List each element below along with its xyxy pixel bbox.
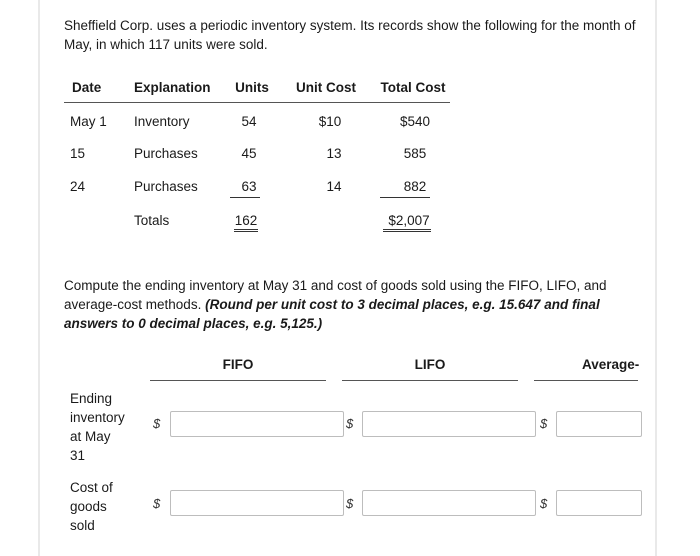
- cogs-average-input[interactable]: [556, 490, 642, 516]
- header-total-cost: Total Cost: [380, 80, 446, 95]
- totals-units: 162: [234, 213, 258, 228]
- totals-units-double-rule-bottom: [234, 231, 258, 232]
- totals-cost-double-rule-bottom: [383, 231, 431, 232]
- ending-fifo-dollar-sign: $: [153, 416, 161, 431]
- ending-average-dollar-sign: $: [540, 416, 548, 431]
- row-3-date: 24: [70, 179, 86, 194]
- lifo-header-rule: [342, 380, 518, 381]
- cogs-label-line1: Cost of: [70, 480, 113, 495]
- row-2-units: 45: [241, 146, 257, 161]
- totals-units-double-rule-top: [234, 229, 258, 230]
- row-3-units: 63: [241, 179, 257, 194]
- row-label-ending-inventory: [70, 389, 125, 465]
- ending-lifo-dollar-sign: $: [346, 416, 354, 431]
- header-rule: [64, 102, 450, 103]
- ending-inventory-fifo-input[interactable]: [170, 411, 344, 437]
- column-header-average: Average-: [582, 357, 640, 372]
- row-1-units: 54: [241, 114, 257, 129]
- row-2-unit-cost: 13: [326, 146, 342, 161]
- instructions: [64, 276, 634, 333]
- cogs-label-line3: sold: [70, 518, 95, 533]
- row-label-cost-of-goods-sold: [70, 478, 113, 535]
- cogs-average-dollar-sign: $: [540, 496, 548, 511]
- instructions-text: Compute the ending inventory at May 31 and cost of goods sold using the FIFO, LIFO, and average-cost methods.: [64, 278, 607, 312]
- problem-statement: Sheffield Corp. uses a periodic inventory system. Its records show the following for the month of May, in which 117 units were sold.: [64, 18, 636, 52]
- ending-label-line4: 31: [70, 448, 86, 463]
- cost-subtotal-rule: [380, 197, 430, 198]
- instructions-rounding-note: (Round per unit cost to 3 decimal places, e.g. 15.647 and final answers to 0 decimal places, e.g. 5,125.): [64, 297, 600, 331]
- fifo-header-rule: [150, 380, 326, 381]
- column-header-lifo: LIFO: [414, 357, 446, 372]
- units-subtotal-rule: [230, 197, 260, 198]
- row-2-explanation: Purchases: [134, 146, 198, 161]
- header-date: Date: [72, 80, 102, 95]
- row-1-unit-cost: $10: [318, 114, 342, 129]
- ending-label-line1: Ending: [70, 391, 113, 406]
- row-2-total-cost: 585: [403, 146, 427, 161]
- header-units: Units: [235, 80, 269, 95]
- totals-label: Totals: [134, 213, 170, 228]
- ending-inventory-average-input[interactable]: [556, 411, 642, 437]
- row-1-explanation: Inventory: [134, 114, 190, 129]
- ending-label-line3: at May: [70, 429, 111, 444]
- row-1-total-cost: $540: [399, 114, 431, 129]
- row-3-unit-cost: 14: [326, 179, 342, 194]
- cogs-fifo-dollar-sign: $: [153, 496, 161, 511]
- cogs-lifo-dollar-sign: $: [346, 496, 354, 511]
- right-frame-divider: [655, 0, 657, 556]
- totals-total-cost: $2,007: [388, 213, 430, 228]
- ending-label-line2: inventory: [70, 410, 125, 425]
- cogs-label-line2: goods: [70, 499, 107, 514]
- header-unit-cost: Unit Cost: [296, 80, 356, 95]
- row-3-total-cost: 882: [403, 179, 427, 194]
- column-header-fifo: FIFO: [222, 357, 254, 372]
- left-frame-divider: [38, 0, 40, 556]
- row-1-date: May 1: [70, 114, 107, 129]
- average-header-rule: [534, 380, 638, 381]
- header-explanation: Explanation: [134, 80, 211, 95]
- cogs-fifo-input[interactable]: [170, 490, 344, 516]
- row-2-date: 15: [70, 146, 86, 161]
- cogs-lifo-input[interactable]: [362, 490, 536, 516]
- row-3-explanation: Purchases: [134, 179, 198, 194]
- totals-cost-double-rule-top: [383, 229, 431, 230]
- ending-inventory-lifo-input[interactable]: [362, 411, 536, 437]
